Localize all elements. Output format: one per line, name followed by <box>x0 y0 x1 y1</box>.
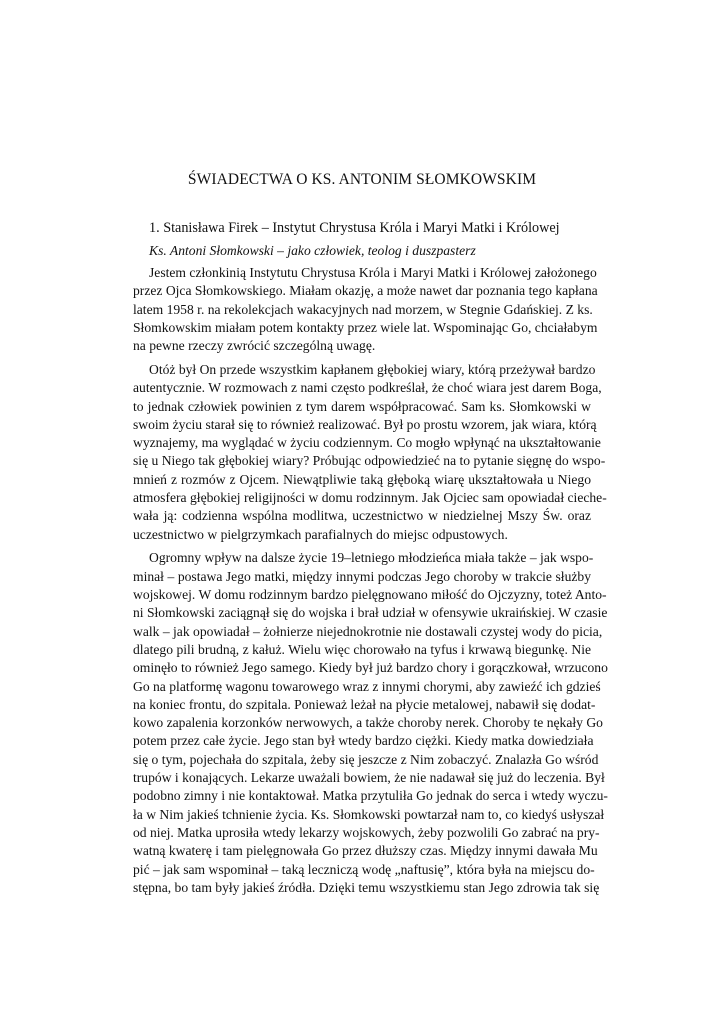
text-line: ła w Nim jakieś tchnienie życia. Ks. Słomkowski powtarzał nam to, co kiedyś usłyszał <box>133 806 605 822</box>
text-line: potem przez całe życie. Jego stan był wtedy bardzo ciężki. Kiedy matka dowiedziała <box>133 733 594 749</box>
text-line: na koniec frontu, do szpitala. Ponieważ leżał na płycie metalowej, nabawił się dodat- <box>133 696 596 712</box>
text-line: swoim życiu starał się to również realizować. Był po prostu wzorem, jak wiara, którą <box>133 416 597 432</box>
text-line: trupów i konających. Lekarze uważali bowiem, że nie nadawał się już do leczenia. Był <box>133 770 605 786</box>
text-line: atmosfera głębokiej religijności w domu rodzinnym. Jak Ojciec sam opowiadał cieche- <box>133 490 607 506</box>
text-line: kowo zapalenia korzonków nerwowych, a także choroby nerek. Choroby te nękały Go <box>133 715 603 731</box>
text-line: ominęło to również Jego samego. Kiedy był już bardzo chory i gorączkował, wrzucono <box>133 660 608 676</box>
text-line: przez Ojca Słomkowskiego. Miałam okazję, a może nawet dar poznania tego kapłana <box>133 283 598 299</box>
text-line: na pewne rzeczy zwrócić szczególną uwagę. <box>133 338 376 354</box>
text-line: minał – postawa Jego matki, między innymi podczas Jego choroby w trakcie służby <box>133 568 591 584</box>
paragraph-1 <box>133 264 598 355</box>
text-line: uczestnictwo w pielgrzymkach parafialnych do miejsc odpustowych. <box>133 526 508 542</box>
text-line: wała ją: codzienna wspólna modlitwa, uczestnictwo w niedzielnej Mszy Św. oraz <box>133 508 591 524</box>
text-line: Go na platformę wagonu towarowego wraz z innymi chorymi, aby zawieźć ich gdzieś <box>133 678 601 694</box>
text-line: się u Niego tak głębokiej wiary? Próbując odpowiedzieć na to pytanie sięgnę do wspo- <box>133 453 606 469</box>
document-page <box>133 170 608 903</box>
text-line: Jestem członkinią Instytutu Chrystusa Króla i Maryi Matki i Królowej założonego <box>149 265 597 280</box>
text-line: wojskowej. W domu rodzinnym bardzo pielęgnowano miłość do Ojczyzny, toteż Anto- <box>133 587 607 603</box>
text-line: od niej. Matka uprosiła wtedy lekarzy wojskowych, żeby pozwolili Go zabrać na pry- <box>133 824 600 840</box>
text-line: walk – jak opowiadał – żołnierze niejednokrotnie nie dostawali czystej wody do picia, <box>133 623 603 639</box>
paragraph-3 <box>133 549 608 897</box>
paragraph-2 <box>133 361 607 544</box>
text-line: Słomkowskim miałam potem kontakty przez wiele lat. Wspominając Go, chciałabym <box>133 319 598 335</box>
text-line: ni Słomkowski zaciągnął się do wojska i brał udział w ofensywie ukraińskiej. W czasie <box>133 605 608 621</box>
text-line: latem 1958 r. na rekolekcjach wakacyjnych nad morzem, w Stegnie Gdańskiej. Z ks. <box>133 301 593 317</box>
text-line: Ogromny wpływ na dalsze życie 19–letniego młodzieńca miała także – jak wspo- <box>149 550 594 566</box>
text-line: stępna, bo tam były jakieś źródła. Dzięki temu wszystkiemu stan Jego zdrowia tak się <box>133 879 600 895</box>
text-line: Otóż był On przede wszystkim kapłanem głębokiej wiary, którą przeżywał bardzo <box>149 361 596 377</box>
text-line: dlatego pili brudną, z kałuż. Wielu więc chorowało na tyfus i krwawą biegunkę. Nie <box>133 641 591 657</box>
text-line: pić – jak sam wspominał – taką leczniczą wodę „naftusię”, która była na miejscu do- <box>133 861 595 877</box>
text-line: wyznajemy, ma wyglądać w życiu codziennym. Co mogło wpłynąć na ukształtowanie <box>133 435 601 451</box>
text-line: watną kwaterę i tam pielęgnowała Go przez dłuższy czas. Między innymi dawała Mu <box>133 843 598 859</box>
page-title: ŚWIADECTWA O KS. ANTONIM SŁOMKOWSKIM <box>187 171 537 188</box>
text-line: to jednak człowiek powinien z tym darem współpracować. Sam ks. Słomkowski w <box>133 398 591 414</box>
text-line: się o tym, pojechała do szpitala, żeby się jeszcze z Nim zobaczyć. Znalazła Go wśród <box>133 751 599 767</box>
text-line: mnień z rozmów z Ojcem. Niewątpliwie taką głęboką wiarę ukształtowała u Niego <box>133 471 591 487</box>
section-heading: 1. Stanisława Firek – Instytut Chrystusa Króla i Maryi Matki i Królowej <box>149 220 560 236</box>
text-line: autentycznie. W rozmowach z nami często podkreślał, że choć wiara jest darem Boga, <box>133 380 602 396</box>
section-subtitle: Ks. Antoni Słomkowski – jako człowiek, teolog i duszpasterz <box>149 243 476 258</box>
text-line: podobno zimny i nie kontaktował. Matka przytuliła Go jednak do serca i wtedy wyczu- <box>133 788 608 804</box>
